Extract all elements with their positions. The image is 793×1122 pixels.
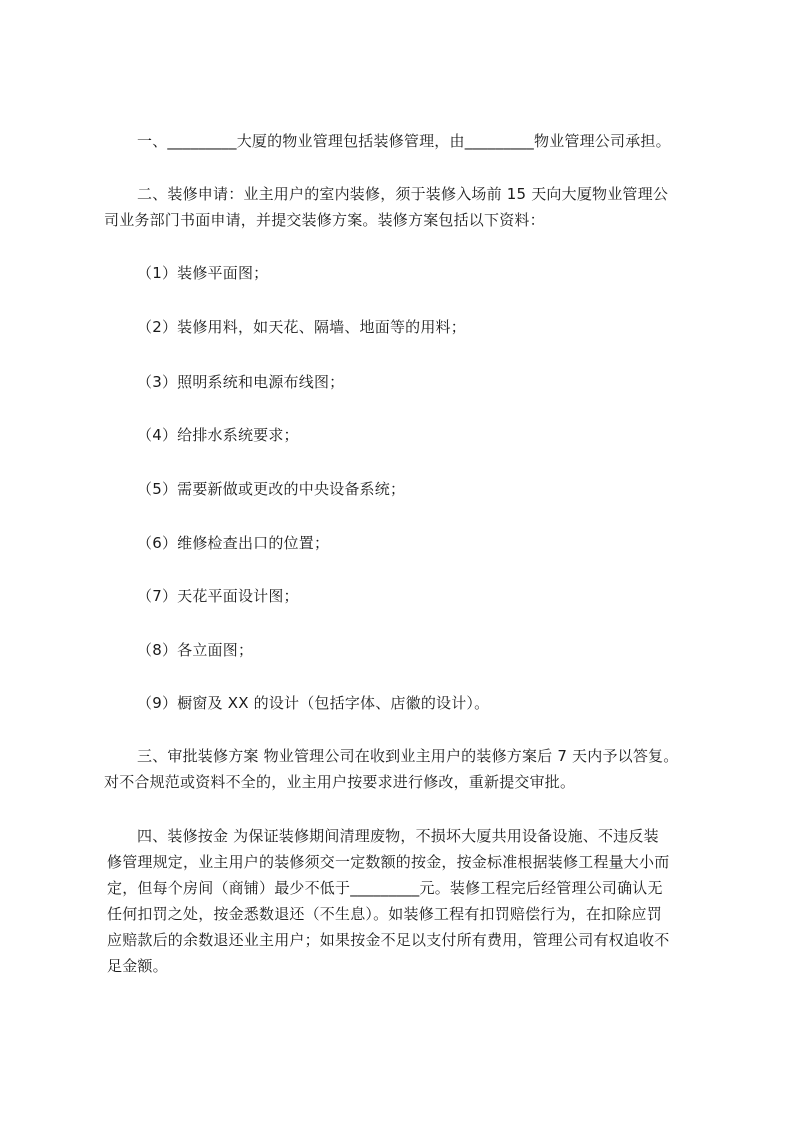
material-item-5: （5）需要新做或更改的中央设备系统； (137, 480, 406, 498)
section-4-line-6: 足金额。 (107, 957, 168, 975)
material-item-2: （2）装修用料，如天花、隔墙、地面等的用料； (137, 318, 466, 336)
material-item-9: （9）橱窗及 XX 的设计（包括字体、店徽的设计）。 (137, 694, 490, 712)
section-2-line-1: 二、装修申请：业主用户的室内装修，须于装修入场前 15 天向大厦物业管理公 (137, 185, 669, 203)
material-item-1: （1）装修平面图； (137, 264, 269, 282)
material-item-7: （7）天花平面设计图； (137, 587, 299, 605)
material-item-6: （6）维修检查出口的位置； (137, 534, 330, 552)
section-3-line-1: 三、审批装修方案 物业管理公司在收到业主用户的装修方案后 7 天内予以答复。 (137, 747, 679, 765)
material-item-8: （8）各立面图； (137, 641, 254, 659)
section-4-line-4: 任何扣罚之处，按金悉数退还（不生息）。如装修工程有扣罚赔偿行为，在扣除应罚 (107, 905, 662, 923)
section-2-line-2: 司业务部门书面申请，并提交装修方案。装修方案包括以下资料： (104, 211, 545, 229)
section-4-line-5: 应赔款后的余数退还业主用户；如果按金不足以支付所有费用，管理公司有权追收不 (107, 931, 670, 949)
section-4-line-3: 定，但每个房间（商铺）最少不低于_________元。装修工程完后经管理公司确认无 (107, 879, 663, 897)
section-4-line-2: 修管理规定，业主用户的装修须交一定数额的按金，按金标准根据装修工程量大小而 (107, 853, 670, 871)
section-4-line-1: 四、装修按金 为保证装修期间清理废物，不损坏大厦共用设备设施、不违反装 (137, 827, 659, 845)
section-3-line-2: 对不合规范或资料不全的，业主用户按要求进行修改，重新提交审批。 (104, 773, 576, 791)
section-1-ownership: 一、_________大厦的物业管理包括装修管理，由_________物业管理公司承担。 (137, 132, 671, 150)
material-item-4: （4）给排水系统要求； (137, 426, 299, 444)
material-item-3: （3）照明系统和电源布线图； (137, 373, 345, 391)
